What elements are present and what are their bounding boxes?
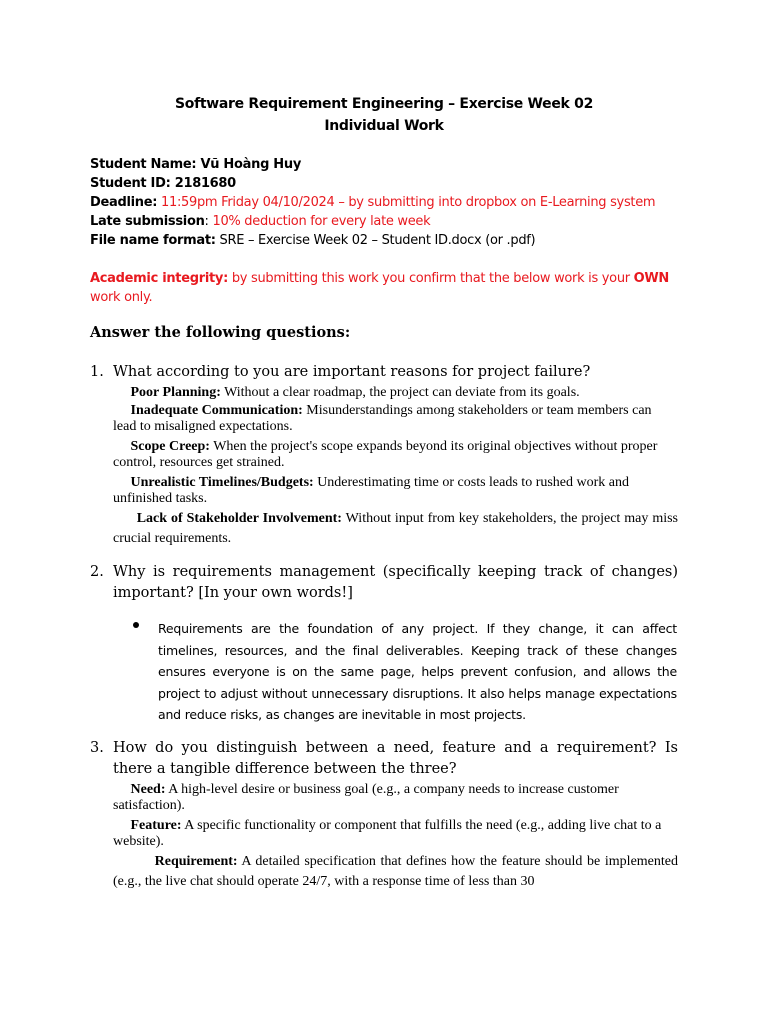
document-subtitle: Individual Work <box>324 118 444 134</box>
answer-1-item: Inadequate Communication: Misunderstandings among stakeholders or team members can lead to misaligned expectations. <box>113 403 652 434</box>
integrity-label: Academic integrity: <box>90 271 228 286</box>
document-title: Software Requirement Engineering – Exercise Week 02 <box>174 96 594 112</box>
answer-2-text: Requirements are the foundation of any project. If they change, it can affect timelines, resources, and the final deliverables. Keeping track of these changes ensures everyone is on the same page, helps prevent confusion, and allows the project to adjust without unnecessary disruptions. It also helps manage expectations and reduce risks, as changes are inevitable in most projects. <box>158 621 677 722</box>
deadline: Deadline: 11:59pm Friday 04/10/2024 – by submitting into dropbox on E-Learning system <box>90 195 656 210</box>
academic-integrity: Academic integrity: by submitting this work you confirm that the below work is your OWN <box>90 271 670 286</box>
answer-1-item: Scope Creep: When the project's scope expands beyond its original objectives without proper control, resources get strained. <box>113 439 658 470</box>
answer-3-item: Feature: A specific functionality or component that fulfills the need (e.g., adding live chat to a website). <box>113 818 662 849</box>
student-name: Student Name: Vũ Hoàng Huy <box>90 157 302 172</box>
file-label: File name format: <box>90 233 216 248</box>
section-heading: Answer the following questions: <box>90 324 351 341</box>
file-name-format <box>90 233 690 248</box>
student-id: Student ID: 2181680 <box>90 176 236 191</box>
question-2: 2. Why is requirements management (specifically keeping track of changes) important? [In your own words!] <box>90 564 678 601</box>
answer-1-item: Poor Planning: Without a clear roadmap, the project can deviate from its goals. <box>130 385 580 400</box>
answer-3-item: Requirement: A detailed specification that defines how the feature should be implemented (e.g., the live chat should operate 24/7, with a response time of less than 30 <box>113 854 678 889</box>
deadline-value: 11:59pm Friday 04/10/2024 – by submitting into dropbox on E-Learning system <box>157 195 656 210</box>
question-3: 3. How do you distinguish between a need, feature and a requirement? Is there a tangible difference between the three? <box>90 740 678 777</box>
answer-1-item: Lack of Stakeholder Involvement: Without input from key stakeholders, the project may miss crucial requirements. <box>113 511 678 546</box>
late-label: Late submission <box>90 214 205 229</box>
deadline-label: Deadline <box>90 195 153 210</box>
bullet-icon <box>133 622 139 628</box>
academic-integrity-cont: work only. <box>90 290 153 305</box>
answer-3-item: Need: A high-level desire or business goal (e.g., a company needs to increase customer satisfaction). <box>113 782 619 813</box>
late-value: 10% deduction for every late week <box>212 214 431 229</box>
file-value: SRE – Exercise Week 02 – Student ID.docx (or .pdf) <box>215 233 536 248</box>
answer-1-item: Unrealistic Timelines/Budgets: Underestimating time or costs leads to rushed work and unfinished tasks. <box>113 475 630 506</box>
late-submission: Late submission: 10% deduction for every late week <box>90 214 431 229</box>
question-1: 1. What according to you are important reasons for project failure? <box>90 364 591 380</box>
integrity-own: OWN <box>633 271 670 286</box>
